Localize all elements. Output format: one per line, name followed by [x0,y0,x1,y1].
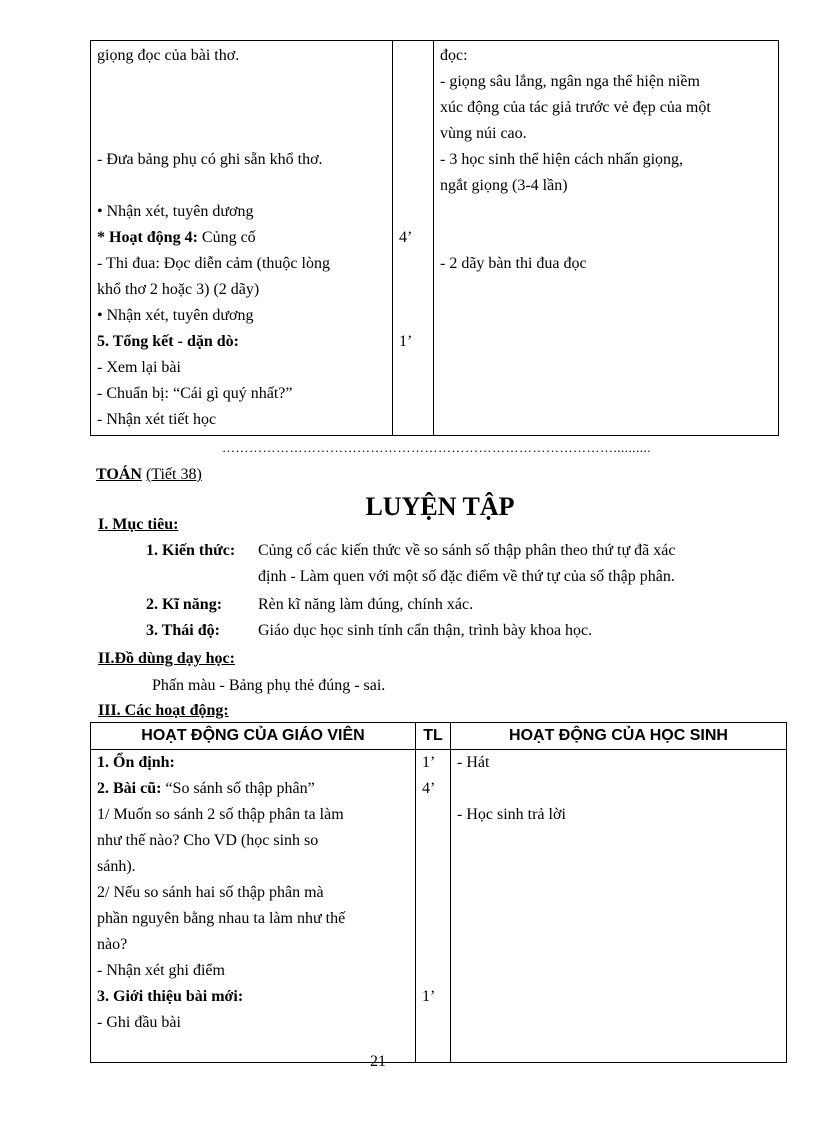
student-header: HOẠT ĐỘNG CỦA HỌC SINH [451,723,787,750]
activity-table-continued [90,40,779,436]
student-activity-line: xúc động của tác giả trước vẻ đẹp của một [440,99,711,116]
time-value [416,1010,450,1036]
student-activity-line: ngắt giọng (3-4 lần) [440,177,568,194]
student-activity-line [434,381,778,407]
teacher-activity-line: - Nhận xét tiết học [97,411,217,428]
student-activity-line [434,303,778,329]
student-activity-line [434,277,778,303]
student-activity-line [434,355,778,381]
teacher-activity-line: - Chuẩn bị: “Cái gì quý nhất?” [97,385,293,402]
subject-name: TOÁN [96,466,142,483]
time-value: 1’ [399,333,413,350]
teacher-activity-line [91,69,392,95]
time-value [393,199,433,225]
teacher-activity-line: • Nhận xét, tuyên dương [97,307,254,324]
student-activity-line: đọc: [440,47,468,64]
lesson-number: (Tiết 38) [145,466,202,483]
student-activity-line [451,984,786,1010]
teacher-activity-column [91,750,416,1063]
teacher-activity-line: như thế nào? Cho VD (học sinh so [97,832,319,849]
teacher-activity-line [91,95,392,121]
time-value [393,69,433,95]
section-activities: III. Các hoạt động: [98,702,229,719]
time-value [416,958,450,984]
teacher-activity-line: khổ thơ 2 hoặc 3) (2 dãy) [97,281,260,298]
time-value [393,355,433,381]
objective-text-continued: định - Làm quen với một số đặc điểm về thứ tự của số thập phân. [258,568,675,585]
teacher-header: HOẠT ĐỘNG CỦA GIÁO VIÊN [91,723,416,750]
teacher-activity-line: 2/ Nếu so sánh hai số thập phân mà [97,884,324,901]
teacher-activity-line: 1. Ổn định: [97,754,175,771]
teacher-activity-column [91,41,393,436]
time-value [416,854,450,880]
time-value: 1’ [422,754,436,771]
student-activity-column [451,750,787,1063]
time-value [416,802,450,828]
teacher-activity-line: nào? [97,936,128,953]
student-activity-line: vùng núi cao. [440,125,527,142]
page-number: 21 [370,1053,386,1070]
time-column [416,750,451,1063]
objective-label: 1. Kiến thức: [146,542,236,559]
teacher-activity-line: - Đưa bảng phụ có ghi sẵn khổ thơ. [97,151,323,168]
teacher-activity-line: 2. Bài cũ: “So sánh số thập phân” [97,780,315,797]
time-value [416,828,450,854]
teacher-activity-line: - Nhận xét ghi điểm [97,962,225,979]
activity-table [90,722,787,1063]
student-activity-column [434,41,779,436]
student-activity-line: - Hát [457,754,490,771]
time-value [393,407,433,433]
time-value [393,303,433,329]
student-activity-line [451,932,786,958]
time-value [416,880,450,906]
teacher-activity-line: giọng đọc của bài thơ. [97,47,240,64]
student-activity-line [434,407,778,433]
teacher-activity-line: 5. Tổng kết - dặn dò: [97,333,239,350]
teacher-activity-line: phần nguyên bằng nhau ta làm như thế [97,910,346,927]
teacher-activity-line: - Thi đua: Đọc diễn cảm (thuộc lòng [97,255,330,272]
teacher-activity-line: sánh). [97,858,136,875]
student-activity-line [451,880,786,906]
student-activity-line: - 3 học sinh thể hiện cách nhấn giọng, [440,151,684,168]
objective-text: Giáo dục học sinh tính cẩn thận, trình bày khoa học. [258,622,593,639]
time-value [416,906,450,932]
time-value [393,95,433,121]
time-value: 4’ [422,780,436,797]
teacher-activity-line: * Hoạt động 4: Củng cố [97,229,256,246]
objective-text: Củng cố các kiến thức về so sánh số thập phân theo thứ tự đã xác [258,542,676,559]
time-value [393,173,433,199]
teacher-activity-line: 3. Giới thiệu bài mới: [97,988,244,1005]
time-header: TL [416,723,451,750]
time-value [393,381,433,407]
time-value [393,121,433,147]
teacher-activity-line [91,173,392,199]
time-value [393,251,433,277]
student-activity-line [451,776,786,802]
materials-text: Phấn màu - Bảng phụ thẻ đúng - sai. [152,677,386,694]
time-value: 4’ [399,229,413,246]
student-activity-line [451,906,786,932]
student-activity-line: - giọng sâu lắng, ngân nga thể hiện niềm [440,73,700,90]
teacher-activity-line: - Xem lại bài [97,359,181,376]
student-activity-line: - Học sinh trả lời [457,806,566,823]
subject-heading [96,462,202,488]
objective-label: 3. Thái độ: [146,622,220,639]
section-objectives: I. Mục tiêu: [98,516,179,533]
teacher-activity-line [91,121,392,147]
teacher-activity-line: • Nhận xét, tuyên dương [97,203,254,220]
student-activity-line [451,1010,786,1036]
student-activity-line [434,329,778,355]
time-value: 1’ [422,988,436,1005]
separator-line: …………………………………………………………………………….......... [222,440,651,455]
time-value [393,43,433,69]
student-activity-line [434,199,778,225]
teacher-activity-line: - Ghi đầu bài [97,1014,181,1031]
student-activity-line [451,854,786,880]
time-value [416,932,450,958]
student-activity-line: - 2 dãy bàn thi đua đọc [440,255,587,272]
section-materials: II.Đồ dùng dạy học: [98,650,235,667]
time-value [393,277,433,303]
objective-label: 2. Kĩ năng: [146,596,223,613]
student-activity-line [451,828,786,854]
teacher-activity-line: 1/ Muốn so sánh 2 số thập phân ta làm [97,806,344,823]
student-activity-line [434,225,778,251]
time-value [393,147,433,173]
time-column [393,41,434,436]
student-activity-line [451,958,786,984]
page-title: LUYỆN TẬP [365,492,515,521]
objective-text: Rèn kĩ năng làm đúng, chính xác. [258,596,474,613]
